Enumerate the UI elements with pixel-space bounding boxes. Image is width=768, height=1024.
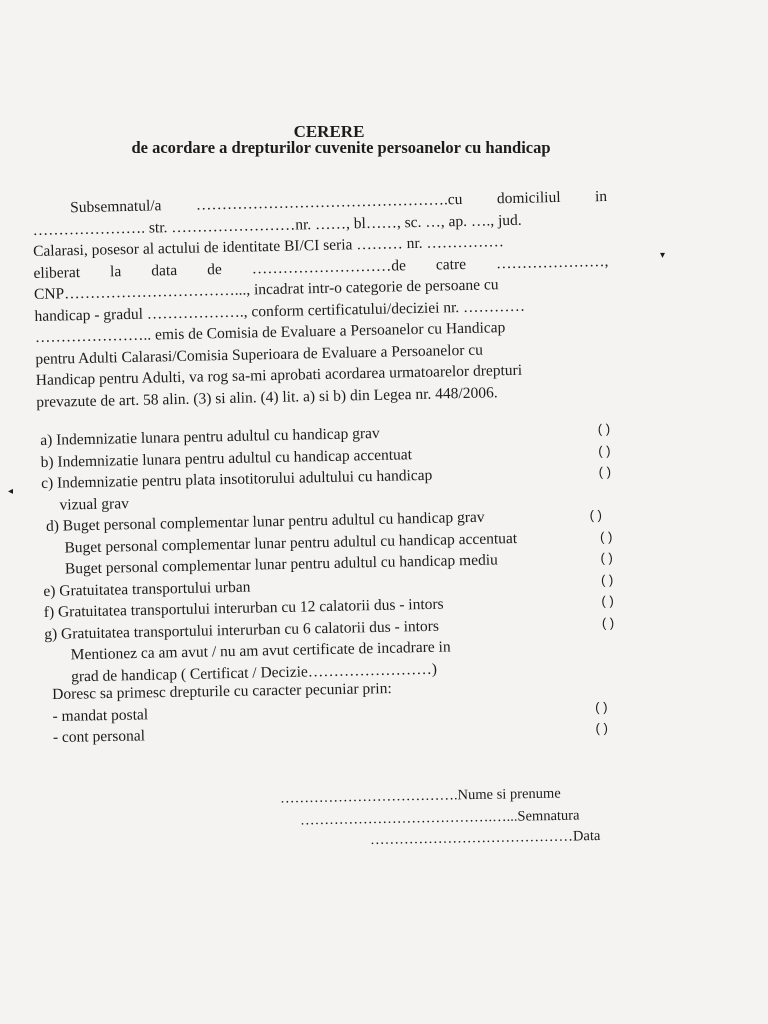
signature-semnatura-field[interactable]: ………………………………….…...Semnatura [299,807,580,829]
declaration-text: Subsemnatul/a [70,197,162,217]
option-label: Mentionez ca am avut / nu am avut certificate de incadrare in [70,638,451,664]
declaration-line-10: prevazute de art. 58 alin. (3) si alin. (4) lit. a) si b) din Legea nr. 448/2006. [36,383,498,411]
declaration-text: data [151,261,178,280]
option-label: - mandat postal [52,705,149,725]
option-label: Buget personal complementar lunar pentru adultul cu handicap accentuat [64,529,518,557]
option-label: grad de handicap ( Certificat / Decizie……………………) [70,660,438,685]
declaration-text: …………………, [495,252,609,272]
option-checkbox[interactable]: ( ) [595,698,608,715]
option-checkbox[interactable]: ( ) [600,550,613,566]
declaration-line-7: ………………….. emis de Comisia de Evaluare a Persoanelor cu Handicap [34,319,506,346]
signature-name-field[interactable]: ……………………………….Nume si prenume [279,785,561,807]
form-title: CERERE [293,122,365,141]
option-checkbox[interactable]: ( ) [599,528,613,544]
option-label: c) Indemnizatie pentru plata insotitorului adultului cu handicap [40,466,433,492]
option-label: - cont personal [52,727,146,746]
option-label: e) Gratuitatea transportului urban [43,578,251,600]
option-label: f) Gratuitatea transportului interurban cu 12 calatorii dus - intors [43,595,444,621]
declaration-line-5: CNP……………………………..., incadrat intr-o categorie de persoane cu [33,276,499,303]
payment-method-section [52,674,608,748]
option-label: Buget personal complementar lunar pentru adultul cu handicap mediu [64,551,499,578]
option-checkbox[interactable]: ( ) [601,614,615,630]
option-label: b) Indemnizatie lunara pentru adultul cu handicap accentuat [40,445,413,471]
declaration-text: catre [435,255,467,274]
form-subtitle: de acordare a drepturilor cuvenite persoanelor cu handicap [131,138,551,157]
option-label: vizual grav [59,494,130,514]
declaration-text: la [109,262,122,280]
declaration-line-9: Handicap pentru Adulti, va rog sa-mi aprobati acordarea urmatoarelor drepturi [35,361,523,389]
option-checkbox[interactable]: ( ) [598,442,611,458]
declaration-text: in [594,187,608,206]
option-checkbox[interactable]: ( ) [600,571,614,587]
declaration-paragraph [32,186,611,413]
scan-speck-mark: ◂ [8,486,14,497]
payment-intro-text: Doresc sa primesc drepturile cu caracter pecuniar prin: [52,680,392,703]
option-checkbox[interactable]: ( ) [589,507,603,523]
declaration-text: ………………………de [251,256,407,277]
scan-speck-mark: ▾ [660,250,666,261]
signature-date-field[interactable]: ……………………………………Data [369,827,601,849]
declaration-text: ………………………………………….cu [195,190,463,214]
option-checkbox[interactable]: ( ) [598,464,612,480]
benefit-options-list [40,418,615,688]
option-checkbox[interactable]: ( ) [597,421,611,437]
option-label: a) Indemnizatie lunara pentru adultul cu handicap grav [40,424,380,449]
declaration-text: de [206,260,222,278]
option-checkbox[interactable]: ( ) [595,720,608,736]
declaration-text: domiciliul [496,188,561,208]
declaration-line-8: pentru Adulti Calarasi/Comisia Superioara de Evaluare a Persoanelor cu [35,341,484,368]
declaration-text: eliberat [33,263,81,282]
option-label: d) Buget personal complementar lunar pentru adultul cu handicap grav [45,508,485,535]
option-label: g) Gratuitatea transportului interurban cu 6 calatorii dus - intors [44,617,440,643]
declaration-line-3: Calarasi, posesor al actului de identitate BI/CI seria ……… nr. …………… [32,233,505,260]
declaration-line-2: …………………. str. ……………………nr. ……, bl……, sc. …, ap. …., jud. [32,211,522,239]
option-checkbox[interactable]: ( ) [601,593,614,609]
declaration-line-6: handicap - gradul ………………., conform certificatului/deciziei nr. ………… [34,297,526,325]
